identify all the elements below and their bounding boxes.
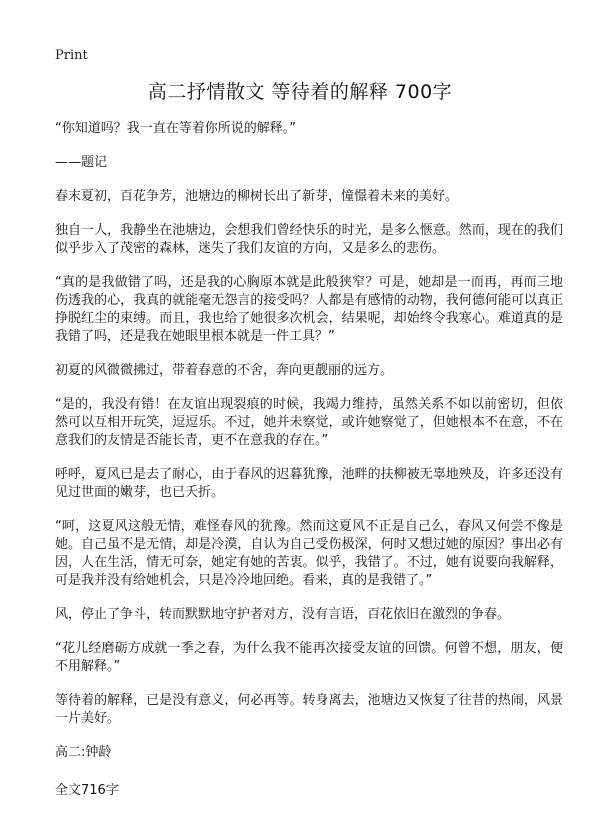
print-label: Print bbox=[55, 48, 88, 63]
paragraph-conclusion: 等待着的解释，已是没有意义，何必再等。转身离去，池塘边又恢复了往昔的热闹，风景一片美好。 bbox=[55, 693, 563, 726]
paragraph-self-reflection: “呵，这夏风这般无情，难怪春风的犹豫。然而这夏风不正是自己么，春风又何尝不像是她。自己虽不是无情，却是冷漠，自认为自己受伤极深，何时又想过她的原因？事出必有因，人在生活，情无可奈，她定有她的苦衷。似乎，我错了。不过，她有说要向我解释，可是我并没有给她机会，只是冷冷地回绝。看来，真的是我错了。” bbox=[55, 519, 563, 588]
article-title: 高二抒情散文 等待着的解释 700字 bbox=[147, 81, 453, 103]
paragraph-sitting-alone: 独自一人，我静坐在池塘边，会想我们曾经快乐的时光，是多么惬意。然而，现在的我们似乎步入了茂密的森林，迷失了我们友谊的方向，又是多么的悲伤。 bbox=[55, 223, 563, 256]
article-body bbox=[55, 120, 563, 816]
paragraph-flowers-tempered: “花儿经磨砺方成就一季之春，为什么我不能再次接受友谊的回馈。何曾不想，朋友，便不用解释。” bbox=[55, 641, 563, 674]
epigraph-label: ——题记 bbox=[55, 155, 108, 170]
paragraph-wind-stops: 风，停止了争斗，转而默默地守护者对方，没有言语，百花依旧在激烈的争春。 bbox=[55, 607, 511, 622]
paragraph-inner-question: “真的是我做错了吗，还是我的心胸原本就是此般狭窄？可是，她却是一而再，再而三地伤透我的心，我真的就能毫无怨言的接受吗？人都是有感情的动物，我何德何能可以真正挣脱红尘的束缚。而且，我也给了她很多次机会，结果呢，却始终令我寒心。难道真的是我错了吗，还是我在她眼里根本就是一件工具？” bbox=[55, 275, 563, 344]
word-count: 全文716字 bbox=[55, 783, 119, 798]
epigraph-quote: “你知道吗？我一直在等着你所说的解释。” bbox=[55, 121, 296, 136]
paragraph-not-wrong: “是的，我没有错！在友谊出现裂痕的时候，我竭力维持，虽然关系不如以前密切，但依然可以互相开玩笑，逗逗乐。不过，她并未察觉，或许她察觉了，但她根本不在意，不在意我们的友情是否能长青，更不在意我的存在。” bbox=[55, 397, 563, 448]
author-line: 高二:钟龄 bbox=[55, 745, 112, 760]
paragraph-early-summer-wind: 初夏的风微微拂过，带着春意的不舍，奔向更靓丽的远方。 bbox=[55, 363, 394, 378]
paragraph-summer-wind: 呼呼，夏风已是去了耐心，由于春风的迟暮犹豫，池畔的扶柳被无辜地殃及，许多还没有见过世面的嫩芽，也已夭折。 bbox=[55, 467, 563, 500]
paragraph-spring-scene: 春末夏初，百花争芳，池塘边的柳树长出了新芽，憧憬着未来的美好。 bbox=[55, 189, 459, 204]
